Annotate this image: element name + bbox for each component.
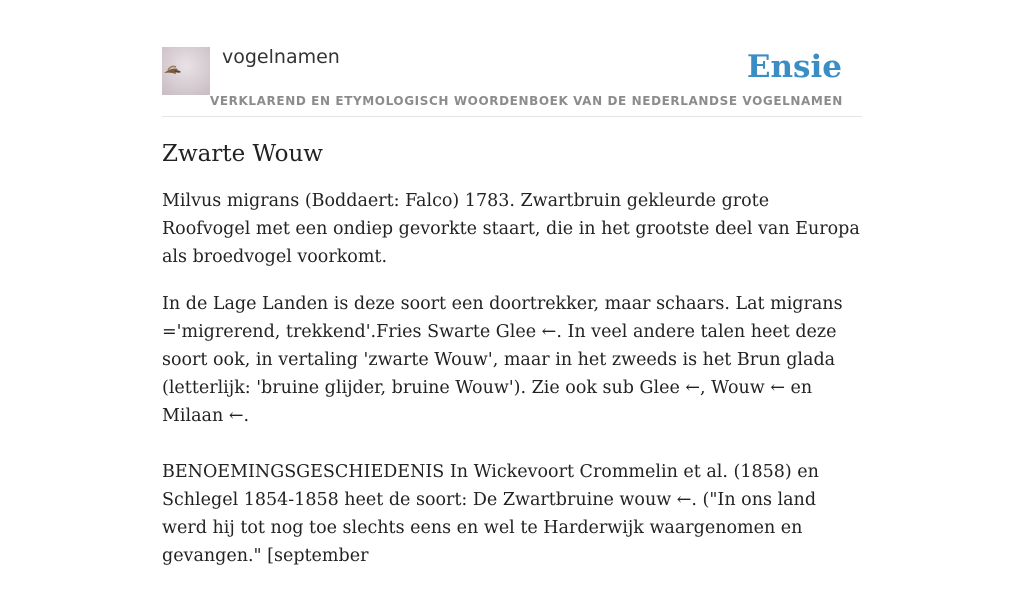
article bbox=[162, 138, 862, 589]
article-paragraph: In de Lage Landen is deze soort een doortrekker, maar schaars. Lat migrans ='migrerend, trekkend'.Fries Swarte Glee ←. In veel andere talen heet deze soort ook, in vertaling 'zwarte Wouw', maar in het zweeds is het Brun glada (letterlijk: 'bruine glijder, bruine Wouw'). Zie ook sub Glee ←, Wouw ← en Milaan ←. BENOEMINGSGESCHIEDENIS In Wickevoort Crommelin et al. (1858) en Schlegel 1854-1858 heet de soort: De Zwartbruine wouw ←. ("In ons land werd hij tot nog toe slechts eens en wel te Harderwijk waargenomen en gevangen." [september bbox=[162, 294, 843, 566]
article-title: Zwarte Wouw bbox=[162, 141, 323, 167]
ensie-logo[interactable]: Ensie bbox=[746, 49, 842, 85]
article-paragraph: Milvus migrans (Boddaert: Falco) 1783. Zwartbruin gekleurde grote Roofvogel met een ondiep gevorkte staart, die in het grootste deel van Europa als broedvogel voorkomt. bbox=[162, 191, 860, 267]
source-name[interactable]: vogelnamen bbox=[222, 46, 340, 68]
site-header bbox=[162, 40, 862, 117]
dictionary-subtitle: VERKLAREND EN ETYMOLOGISCH WOORDENBOEK VAN DE NEDERLANDSE VOGELNAMEN bbox=[210, 94, 843, 108]
bird-avatar-icon[interactable] bbox=[162, 47, 210, 95]
bird-photo-icon bbox=[162, 47, 210, 95]
